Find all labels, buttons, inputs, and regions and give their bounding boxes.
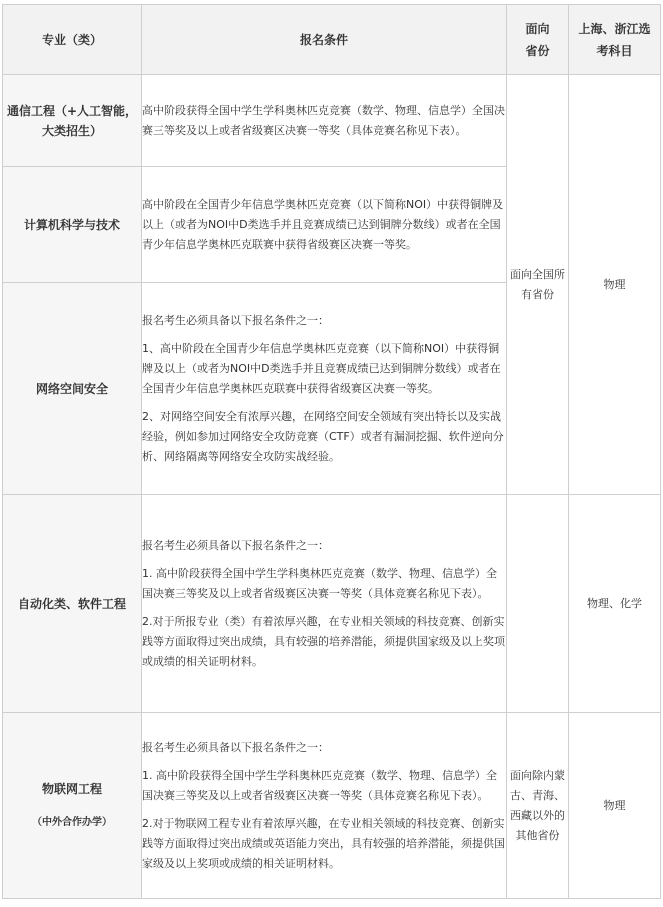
major-name: 物联网工程 — [41, 781, 102, 796]
header-major: 专业（类） — [3, 5, 142, 75]
condition-text: 2、对网络空间安全有浓厚兴趣，在网络空间安全领域有突出特长以及实战经验，例如参加过网络安全攻防竞赛（CTF）或者有漏洞挖掘、软件逆向分析、网络隔离等网络安全攻防实战经验。 — [142, 409, 504, 463]
header-subjects: 上海、浙江选考科目 — [569, 5, 661, 75]
province-cell — [507, 495, 569, 713]
condition-text: 高中阶段在全国青少年信息学奥林匹克竞赛（以下简称NOI）中获得铜牌及以上（或者为NOI中D类选手并且竞赛成绩已达到铜牌分数线）或者在全国青少年信息学奥林匹克联赛中获得省级赛区决赛一等奖。 — [142, 197, 504, 251]
condition-intro: 报名考生必须具备以下报名条件之一： — [142, 313, 329, 327]
province-iot-cell: 面向除内蒙古、青海、西藏以外的其他省份 — [507, 713, 569, 899]
subject-physics-chem-cell: 物理、化学 — [569, 495, 661, 713]
conditions-cell — [142, 75, 507, 167]
admission-conditions-table — [2, 4, 661, 899]
conditions-cell — [142, 495, 507, 713]
condition-text: 2.对于所报专业（类）有着浓厚兴趣，在专业相关领域的科技竞赛、创新实践等方面取得过突出成绩，具有较强的培养潜能，须提供国家级及以上奖项或成绩的相关证明材料。 — [142, 614, 505, 668]
condition-text: 1. 高中阶段获得全国中学生学科奥林匹克竞赛（数学、物理、信息学）全国决赛三等奖及以上或者省级赛区决赛一等奖（具体竞赛名称见下表）。 — [142, 566, 497, 600]
major-name: 自动化类、软件工程 — [3, 495, 142, 713]
condition-intro: 报名考生必须具备以下报名条件之一： — [142, 740, 329, 754]
major-subtitle: （中外合作办学） — [32, 816, 112, 828]
major-name: 通信工程（+人工智能，大类招生） — [3, 75, 142, 167]
condition-intro: 报名考生必须具备以下报名条件之一： — [142, 538, 329, 552]
condition-text: 2.对于物联网工程专业有着浓厚兴趣，在专业相关领域的科技竞赛、创新实践等方面取得过突出成绩或英语能力突出，具有较强的培养潜能，须提供国家级及以上奖项或成绩的相关证明材料。 — [142, 816, 505, 870]
province-all-cell: 面向全国所有省份 — [507, 75, 569, 495]
condition-text: 1. 高中阶段获得全国中学生学科奥林匹克竞赛（数学、物理、信息学）全国决赛三等奖及以上或者省级赛区决赛一等奖（具体竞赛名称见下表）。 — [142, 768, 497, 802]
conditions-cell — [142, 283, 507, 495]
header-province: 面向省份 — [507, 5, 569, 75]
major-name: 网络空间安全 — [3, 283, 142, 495]
conditions-cell — [142, 167, 507, 283]
major-cell — [3, 713, 142, 899]
condition-text: 高中阶段获得全国中学生学科奥林匹克竞赛（数学、物理、信息学）全国决赛三等奖及以上或者省级赛区决赛一等奖（具体竞赛名称见下表）。 — [142, 103, 505, 137]
condition-text: 1、高中阶段在全国青少年信息学奥林匹克竞赛（以下简称NOI）中获得铜牌及以上（或者为NOI中D类选手并且竞赛成绩已达到铜牌分数线）或者在全国青少年信息学奥林匹克联赛中获得省级赛区决赛一等奖。 — [142, 341, 501, 395]
table-row — [3, 495, 661, 713]
major-name: 计算机科学与技术 — [3, 167, 142, 283]
table-header-row — [3, 5, 661, 75]
subject-physics-cell: 物理 — [569, 75, 661, 495]
header-conditions: 报名条件 — [142, 5, 507, 75]
subject-iot-cell: 物理 — [569, 713, 661, 899]
table-row — [3, 75, 661, 167]
conditions-cell — [142, 713, 507, 899]
table-row — [3, 713, 661, 899]
